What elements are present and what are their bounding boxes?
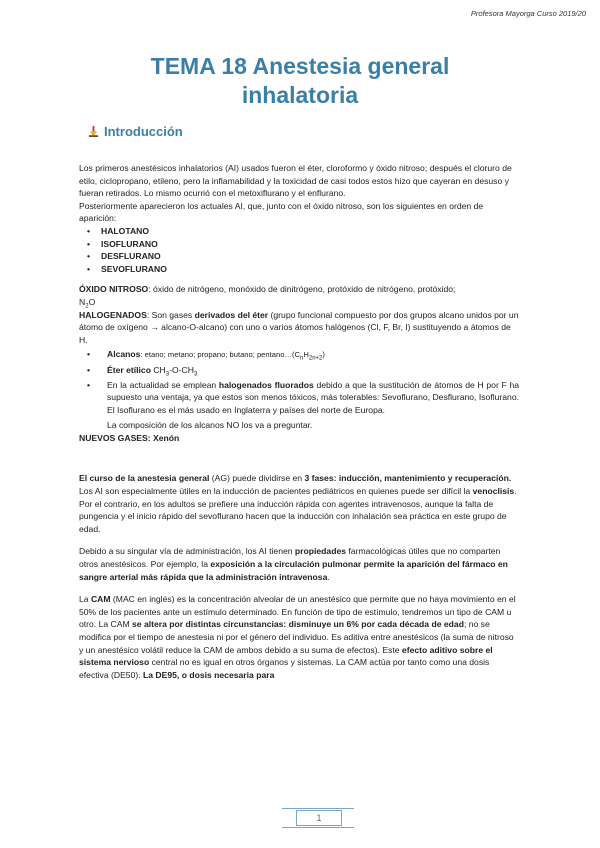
cam-bold-4: La DE95, o dosis necesaria para bbox=[143, 669, 275, 680]
page-title bbox=[0, 52, 600, 110]
cam-text-3: ; no se modifica por el tiempo de anestesia ni por el género del individuo. Es aditiva entre anestésicos (la suma de nitroso y un anestésico volátil reduce la CAM de ambos debido a su suma de efectos). Este bbox=[79, 619, 514, 655]
eter-sub-2: 3 bbox=[193, 371, 198, 378]
alkane-note: La composición de los alcanos NO los va a preguntar. bbox=[107, 420, 313, 431]
halogenados-text-2: (grupo funcional compuesto por dos grupos alcano unidos por un átomo de oxígeno → alcano-O-alcano) con uno o varios átomos halógenos (Cl, F, Br, I) sustituyendo a átomos de H. bbox=[79, 309, 519, 345]
via-paragraph bbox=[79, 545, 519, 583]
pin-arrow-icon bbox=[88, 126, 99, 137]
intro-paragraph-2: Posteriormente aparecieron los actuales AI, que, junto con el óxido nitroso, son los siguientes en orden de aparición: bbox=[79, 200, 484, 224]
header-note: Profesora Mayorga Curso 2019/20 bbox=[470, 9, 586, 18]
eter-label: Éter etílico bbox=[107, 364, 151, 375]
via-bold-1: propiedades bbox=[294, 546, 347, 557]
intro-paragraph-1: Los primeros anestésicos inhalatorios (AI) usados fueron el éter, cloroformo y óxido nitroso; después el cloruro de etilo, ciclopropano, etileno, pero la inflamabilidad y la toxicidad de casi todos estos hizo que cayeran en desuso y fueran retirados. Lo mismo ocurrió con el metoxiflurano y el enflurano. bbox=[79, 163, 512, 199]
section-heading bbox=[88, 124, 183, 139]
cam-paragraph bbox=[79, 593, 519, 681]
alcanos-end: ) bbox=[322, 350, 325, 360]
section-heading-text: Introducción bbox=[104, 124, 183, 139]
oxido-formula-sub: 2 bbox=[85, 303, 89, 310]
body-text bbox=[79, 162, 519, 681]
cam-bold-3: efecto aditivo sobre el sistema nervioso bbox=[79, 644, 493, 668]
alkane-list bbox=[79, 348, 519, 416]
cam-text-1: La bbox=[79, 594, 91, 605]
alcanos-label: Alcanos bbox=[107, 349, 141, 360]
curso-text-1: (AG) puede dividirse en bbox=[209, 473, 305, 484]
nuevos-gases-label: NUEVOS GASES bbox=[79, 432, 148, 443]
list-item bbox=[107, 379, 519, 417]
alcanos-sub-n: n bbox=[300, 356, 304, 363]
via-text-3: . bbox=[327, 571, 330, 582]
cam-text-2: (MAC en inglés) es la concentración alveolar de un anestésico que permite que no haya movimiento en el 50% de los pacientes ante un estímulo determinado. En función de tipo de estímulo, tendremos un tipo de CAM u otro. La CAM bbox=[79, 594, 516, 630]
halogenados-fluorados-text-1: En la actualidad se emplean bbox=[107, 379, 219, 390]
anesthetic-list bbox=[79, 225, 519, 275]
oxido-formula-o: O bbox=[88, 296, 96, 307]
oxido-text: : óxido de nitrógeno, monóxido de dinitrógeno, protóxido de nitrógeno, protóxido; bbox=[148, 284, 456, 295]
alcanos-sub-2n2: 2n+2 bbox=[308, 356, 323, 363]
eter-text: CH bbox=[150, 364, 166, 375]
page-number: 1 bbox=[296, 810, 342, 826]
eter-sub-1: 3 bbox=[165, 371, 170, 378]
list-item bbox=[107, 348, 519, 362]
list-item: • ISOFLURANO bbox=[101, 238, 519, 251]
halogenados-label: HALOGENADOS bbox=[79, 309, 147, 320]
via-text-2: farmacológicas útiles que no comparten otros anestésicos. Por ejemplo, la bbox=[79, 546, 501, 570]
oxido-formula-n: N bbox=[79, 296, 86, 307]
cam-text-4: central no es igual en otros órganos y sistemas. La CAM actúa por tanto como una dosis efectiva (DE50). bbox=[79, 657, 490, 680]
cam-bold-2: se altera por distintas circunstancias: disminuye un 6% por cada década de edad bbox=[132, 619, 464, 630]
list-item: • HALOTANO bbox=[101, 225, 519, 238]
list-item bbox=[107, 364, 519, 377]
via-text-1: Debido a su singular vía de administración, los AI tienen bbox=[79, 546, 295, 557]
title-line-1: TEMA 18 Anestesia general bbox=[150, 53, 450, 79]
curso-paragraph bbox=[79, 472, 519, 535]
page-number-box bbox=[282, 808, 354, 828]
curso-bold-2: 3 fases: inducción, mantenimiento y recuperación. bbox=[304, 473, 512, 484]
curso-text-2: Los AI son especialmente útiles en la inducción de pacientes pediátricos en quienes puede ser difícil la bbox=[79, 486, 473, 497]
curso-bold-1: El curso de la anestesia general bbox=[79, 473, 210, 484]
alcanos-text: : etano; metano; propano; butano; pentano…(C bbox=[140, 350, 301, 360]
nuevos-gases-paragraph bbox=[79, 432, 519, 445]
halogenados-fluorados-bold: halogenados fluorados bbox=[218, 379, 314, 390]
via-bold-2: exposición a la circulación pulmonar permite la aparición del fármaco en sangre arterial más rápida que la administración intravenosa bbox=[79, 559, 508, 582]
cam-bold-1: CAM bbox=[90, 594, 111, 605]
halogenados-bold: derivados del éter bbox=[194, 309, 269, 320]
curso-bold-3: venoclisis bbox=[472, 486, 515, 497]
alcanos-h: H bbox=[303, 350, 309, 360]
list-item: • SEVOFLURANO bbox=[101, 263, 519, 276]
oxido-label: ÓXIDO NITROSO bbox=[79, 284, 149, 295]
eter-mid: -O-CH bbox=[169, 364, 194, 375]
oxido-nitroso-paragraph bbox=[79, 283, 519, 308]
nuevos-gases-text: : Xenón bbox=[147, 432, 180, 443]
halogenados-paragraph bbox=[79, 309, 519, 347]
halogenados-text-1: : Son gases bbox=[146, 309, 195, 320]
list-item: • DESFLURANO bbox=[101, 250, 519, 263]
title-line-2: inhalatoria bbox=[241, 82, 359, 108]
halogenados-fluorados-text-2: debido a que la sustitución de átomos de H por F ha supuesto una ventaja, ya que estos son menos tóxicos, más tolerables: Sevoflurano, Desflurano, Isoflurano. El Isoflurano es el más usado en Inglaterra y países del norte de Europa. bbox=[107, 379, 520, 415]
curso-text-3: . Por el contrario, en los adultos se prefiere una inducción rápida con agentes intravenosos, aunque la falta de pungencia y el inicio rápido del sevoflurano hacen que la inducción con inhalación sea práctica en este grupo de edad. bbox=[79, 486, 517, 534]
